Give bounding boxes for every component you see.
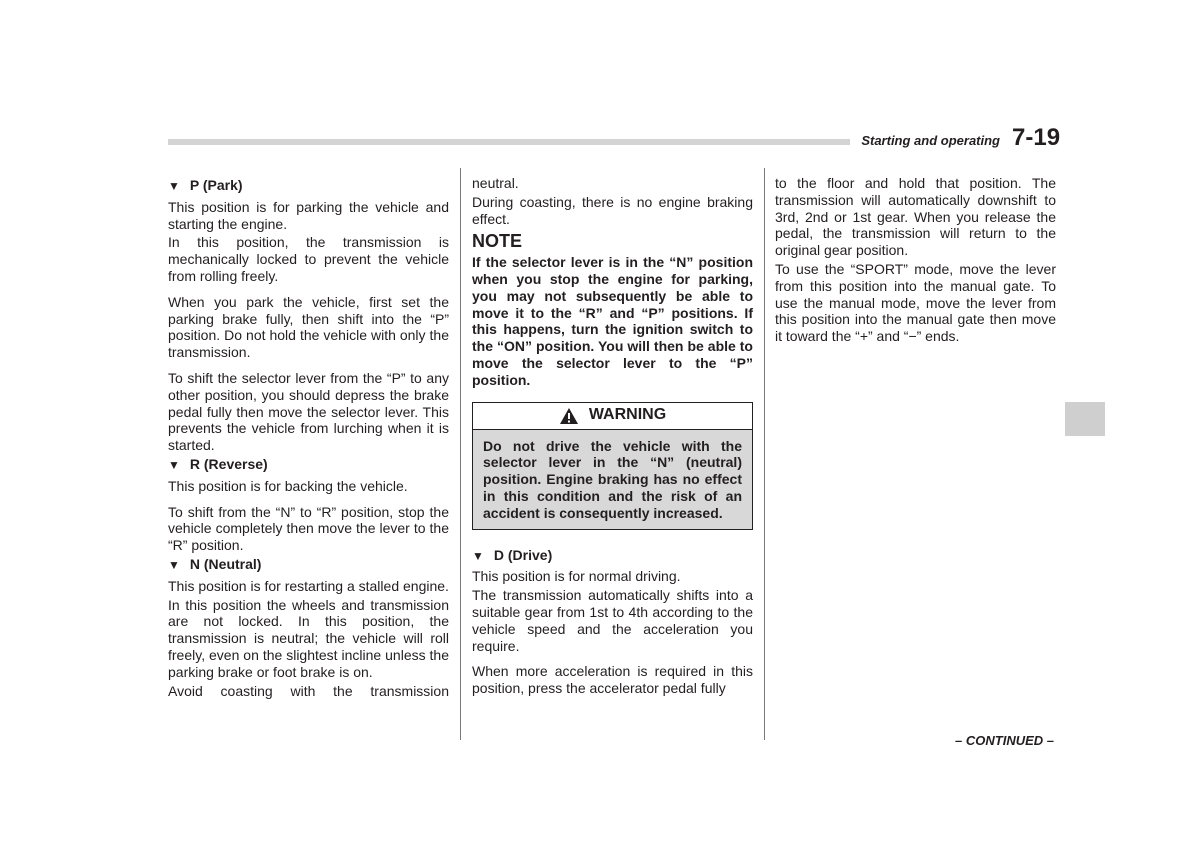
park-heading: ▼ P (Park) [168, 177, 243, 193]
paragraph: To shift the selector lever from the “P” to any other position, you should depress the brake pedal fully then move the selector lever. This prevents the vehicle from lurching when it is started. [168, 369, 449, 454]
paragraph: neutral. [472, 175, 519, 191]
column-1 [168, 175, 449, 701]
paragraph: The transmission automatically shifts into a suitable gear from 1st to 4th according to the vehicle speed and the acceleration you require. [472, 587, 753, 654]
note-text: If the selector lever is in the “N” position when you stop the engine for parking, you may not subsequently be able to move it to the “R” and “P” positions. If this happens, turn the ignition switch to the “ON” position. You will then be able to move the selector lever to the “P” position. [472, 254, 753, 388]
paragraph: to the floor and hold that position. The transmission will automatically downshift to 3rd, 2nd or 1st gear. When you release the pedal, the transmission will return to the original gear position. [775, 175, 1056, 259]
warning-text: Do not drive the vehicle with the selector lever in the “N” (neutral) position. Engine braking has no effect in this condition and the risk of an accident is consequently increased. [473, 430, 752, 529]
paragraph: This position is for backing the vehicle. [168, 477, 408, 494]
triangle-down-icon: ▼ [168, 179, 180, 193]
triangle-down-icon: ▼ [168, 457, 180, 472]
note-title: NOTE [472, 231, 523, 252]
triangle-down-icon: ▼ [472, 548, 484, 563]
paragraph: In this position the wheels and transmission are not locked. In this position, the transmission is neutral; the vehicle will roll freely, even on the slightest incline unless the parking brake or foot brake is on. [168, 596, 449, 680]
warning-box [472, 402, 753, 530]
paragraph: In this position, the transmission is mechanically locked to prevent the vehicle from rolling freely. [168, 234, 449, 284]
paragraph: During coasting, there is no engine braking effect. [472, 193, 753, 227]
column-divider [460, 168, 461, 740]
warning-header [473, 403, 752, 430]
header-rule [168, 139, 850, 145]
paragraph: When you park the vehicle, first set the parking brake fully, then shift into the “P” position. Do not hold the vehicle with only the transmission. [168, 293, 449, 361]
column-2 [472, 175, 753, 699]
drive-heading: ▼ D (Drive) [472, 546, 553, 563]
paragraph: To shift from the “N” to “R” position, stop the vehicle completely then move the lever to the “R” position. [168, 503, 449, 554]
paragraph: This position is for restarting a stalled engine. [168, 577, 449, 594]
paragraph: This position is for normal driving. [472, 568, 681, 585]
neutral-heading: ▼ N (Neutral) [168, 555, 262, 572]
column-divider [764, 168, 765, 740]
triangle-down-icon: ▼ [168, 557, 180, 572]
paragraph: To use the “SPORT” mode, move the lever from this position into the manual gate. To use the manual mode, move the lever from this position into the manual gate then move it toward the “+” and “−” ends. [775, 260, 1056, 345]
warning-title: WARNING [588, 406, 667, 424]
section-title: Starting and operating [861, 133, 1000, 148]
paragraph: This position is for parking the vehicle and starting the engine. [168, 198, 449, 232]
continued-label: – CONTINUED – [955, 733, 1054, 748]
reverse-heading: ▼ R (Reverse) [168, 455, 268, 472]
column-3 [775, 175, 1056, 347]
paragraph: Avoid coasting with the transmission [168, 682, 449, 699]
page-number: 7-19 [1012, 124, 1061, 151]
warning-triangle-icon [559, 407, 579, 425]
chapter-tab [1065, 402, 1105, 436]
paragraph: When more acceleration is required in this position, press the accelerator pedal fully [472, 663, 753, 697]
